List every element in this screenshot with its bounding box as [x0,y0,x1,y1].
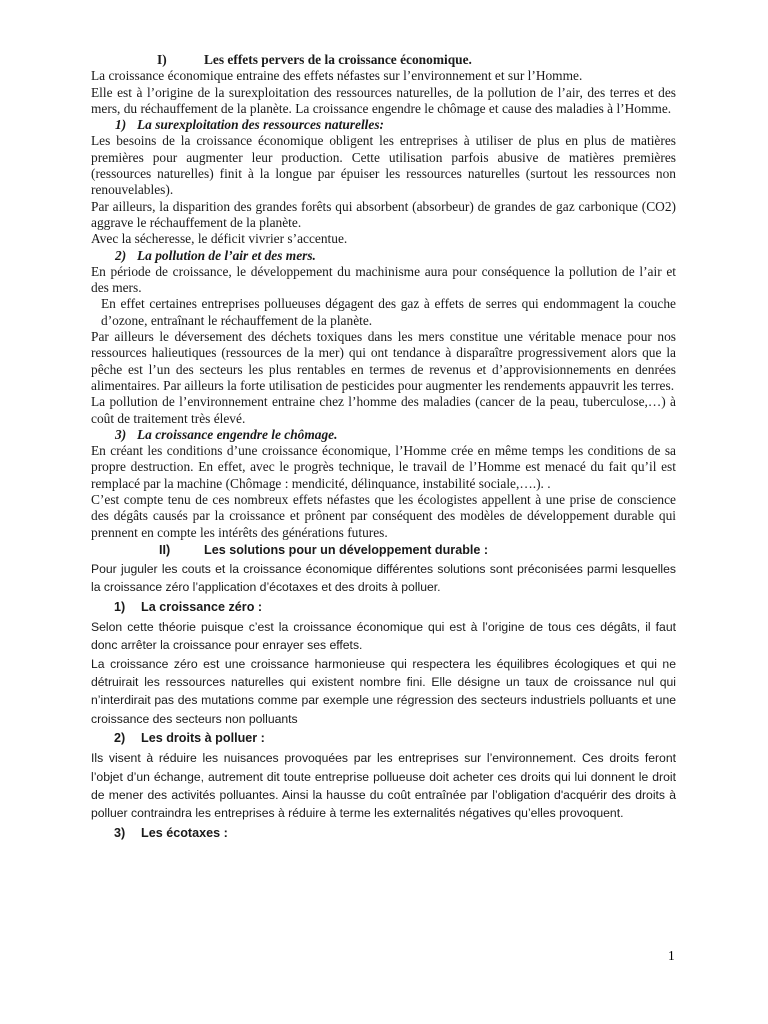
subsection-number: 3) [114,825,126,840]
paragraph: En créant les conditions d’une croissance économique, l’Homme crée en même temps les conditions de sa propre destruction. En effet, avec le progrès technique, le travail de l’Homme est menacé du fait qu’il est remplacé par la machine (Chômage : mendicité, délinquance, instabilité sociale,….). . [91,443,676,491]
section-2 [91,541,676,843]
paragraph: C’est compte tenu de ces nombreux effets néfastes que les écologistes appellent à une prise de conscience des dégâts causés par la croissance et prônent par conséquent des modèles de développement durable qui prennent en compte les intérêts des générations futures. [91,492,676,540]
subsection-1-3-heading [91,427,676,443]
section-2-number: II) [159,542,171,557]
subsection-number: 2) [114,731,126,746]
paragraph: Par ailleurs, la disparition des grandes forêts qui absorbent (absorbeur) de grandes de gaz carbonique (CO2) aggrave le réchauffement de la planète. [91,198,676,230]
section-2-title: Les solutions pour un développement durable : [204,542,489,557]
paragraph: Ils visent à réduire les nuisances provoquées par les entreprises sur l’environnement. Ces droits feront l’objet d’un échange, autrement dit toute entreprise pollueuse doit acheter ces droits qui lui donnent le droit de mener des activités polluantes. Ainsi la hausse du coût entraînée par l’obligation d'acquérir des droits à polluer contraindra les entreprises à réduire à terme les externalités négatives qu’elles provoquent. [91,751,676,821]
section-1-title: Les effets pervers de la croissance économique. [204,52,472,67]
subsection-title: La pollution de l’air et des mers. [137,247,316,263]
paragraph: Les besoins de la croissance économique obligent les entreprises à utiliser de plus en plus de matières premières pour augmenter leur production. Cette utilisation parfois abusive de matières premières (ressources naturelles) finit à la longue par épuiser les ressources naturelles (surtout les ressources non renouvelables). [91,133,676,198]
document-page [91,52,676,844]
subsection-title: Les écotaxes : [141,825,228,840]
subsection-1-2-heading [91,248,676,264]
subsection-2-2-heading [91,729,676,748]
subsection-title: La croissance engendre le chômage. [137,426,338,442]
paragraph: La croissance économique entraine des effets néfastes sur l’environnement et sur l’Homme. [91,68,583,84]
paragraph: Pour juguler les couts et la croissance économique différentes solutions sont préconisées parmi lesquelles la croissance zéro l’application d’écotaxes et des droits à polluer. [91,561,676,595]
subsection-title: La croissance zéro : [141,599,263,614]
paragraph: Elle est à l’origine de la surexploitation des ressources naturelles, de la pollution de l’air, des terres et des mers, du réchauffement de la planète. La croissance engendre le chômage et cause des maladies à l’Homme. [91,84,676,116]
paragraph: La croissance zéro est une croissance harmonieuse qui respectera les équilibres écologiques et qui ne détruirait les ressources naturelles qui existent nombre fini. Elle désigne un taux de croissance nul qui n’interdirait pas des mutations comme par exemple une régression des secteurs industriels polluants et une croissance des secteurs non polluants [91,656,676,726]
subsection-title: Les droits à polluer : [141,731,265,746]
subsection-number: 1) [115,117,127,133]
section-1 [91,52,676,541]
subsection-title: La surexploitation des ressources naturelles: [137,117,385,133]
paragraph: En effet certaines entreprises pollueuses dégagent des gaz à effets de serres qui endommagent la couche d’ozone, entraînant le réchauffement de la planète. [101,296,676,328]
paragraph: Selon cette théorie puisque c’est la croissance économique qui est à l’origine de tous ces dégâts, il faut donc arrêter la croissance pour enrayer ses effets. [91,619,676,653]
paragraph: En période de croissance, le développement du machinisme aura pour conséquence la pollution de l’air et des mers. [91,263,676,296]
paragraph: Par ailleurs le déversement des déchets toxiques dans les mers constitue une véritable menace pour nos ressources halieutiques (ressources de la mer) qui ont tendance à disparaître progressivement alors que la pêche est l’un des secteurs les plus rentables en termes de revenus et d’approvisionnements en denrées alimentaires. Par ailleurs la forte utilisation de pesticides pour augmenter les rendements appauvrit les terres. [91,329,676,393]
subsection-2-1-heading [91,598,676,617]
section-1-number: I) [157,52,167,67]
paragraph: Avec la sécheresse, le déficit vivrier s’accentue. [91,231,348,247]
paragraph: La pollution de l’environnement entraine chez l’homme des maladies (cancer de la peau, tuberculose,…) à coût de traitement très élevé. [91,394,676,426]
subsection-2-3-heading [91,824,676,843]
section-2-heading [91,541,676,560]
subsection-1-1-heading [91,117,676,133]
section-1-heading [91,52,676,68]
subsection-number: 1) [114,599,126,614]
page-number: 1 [668,948,675,963]
subsection-number: 2) [115,247,127,263]
subsection-number: 3) [115,426,127,442]
